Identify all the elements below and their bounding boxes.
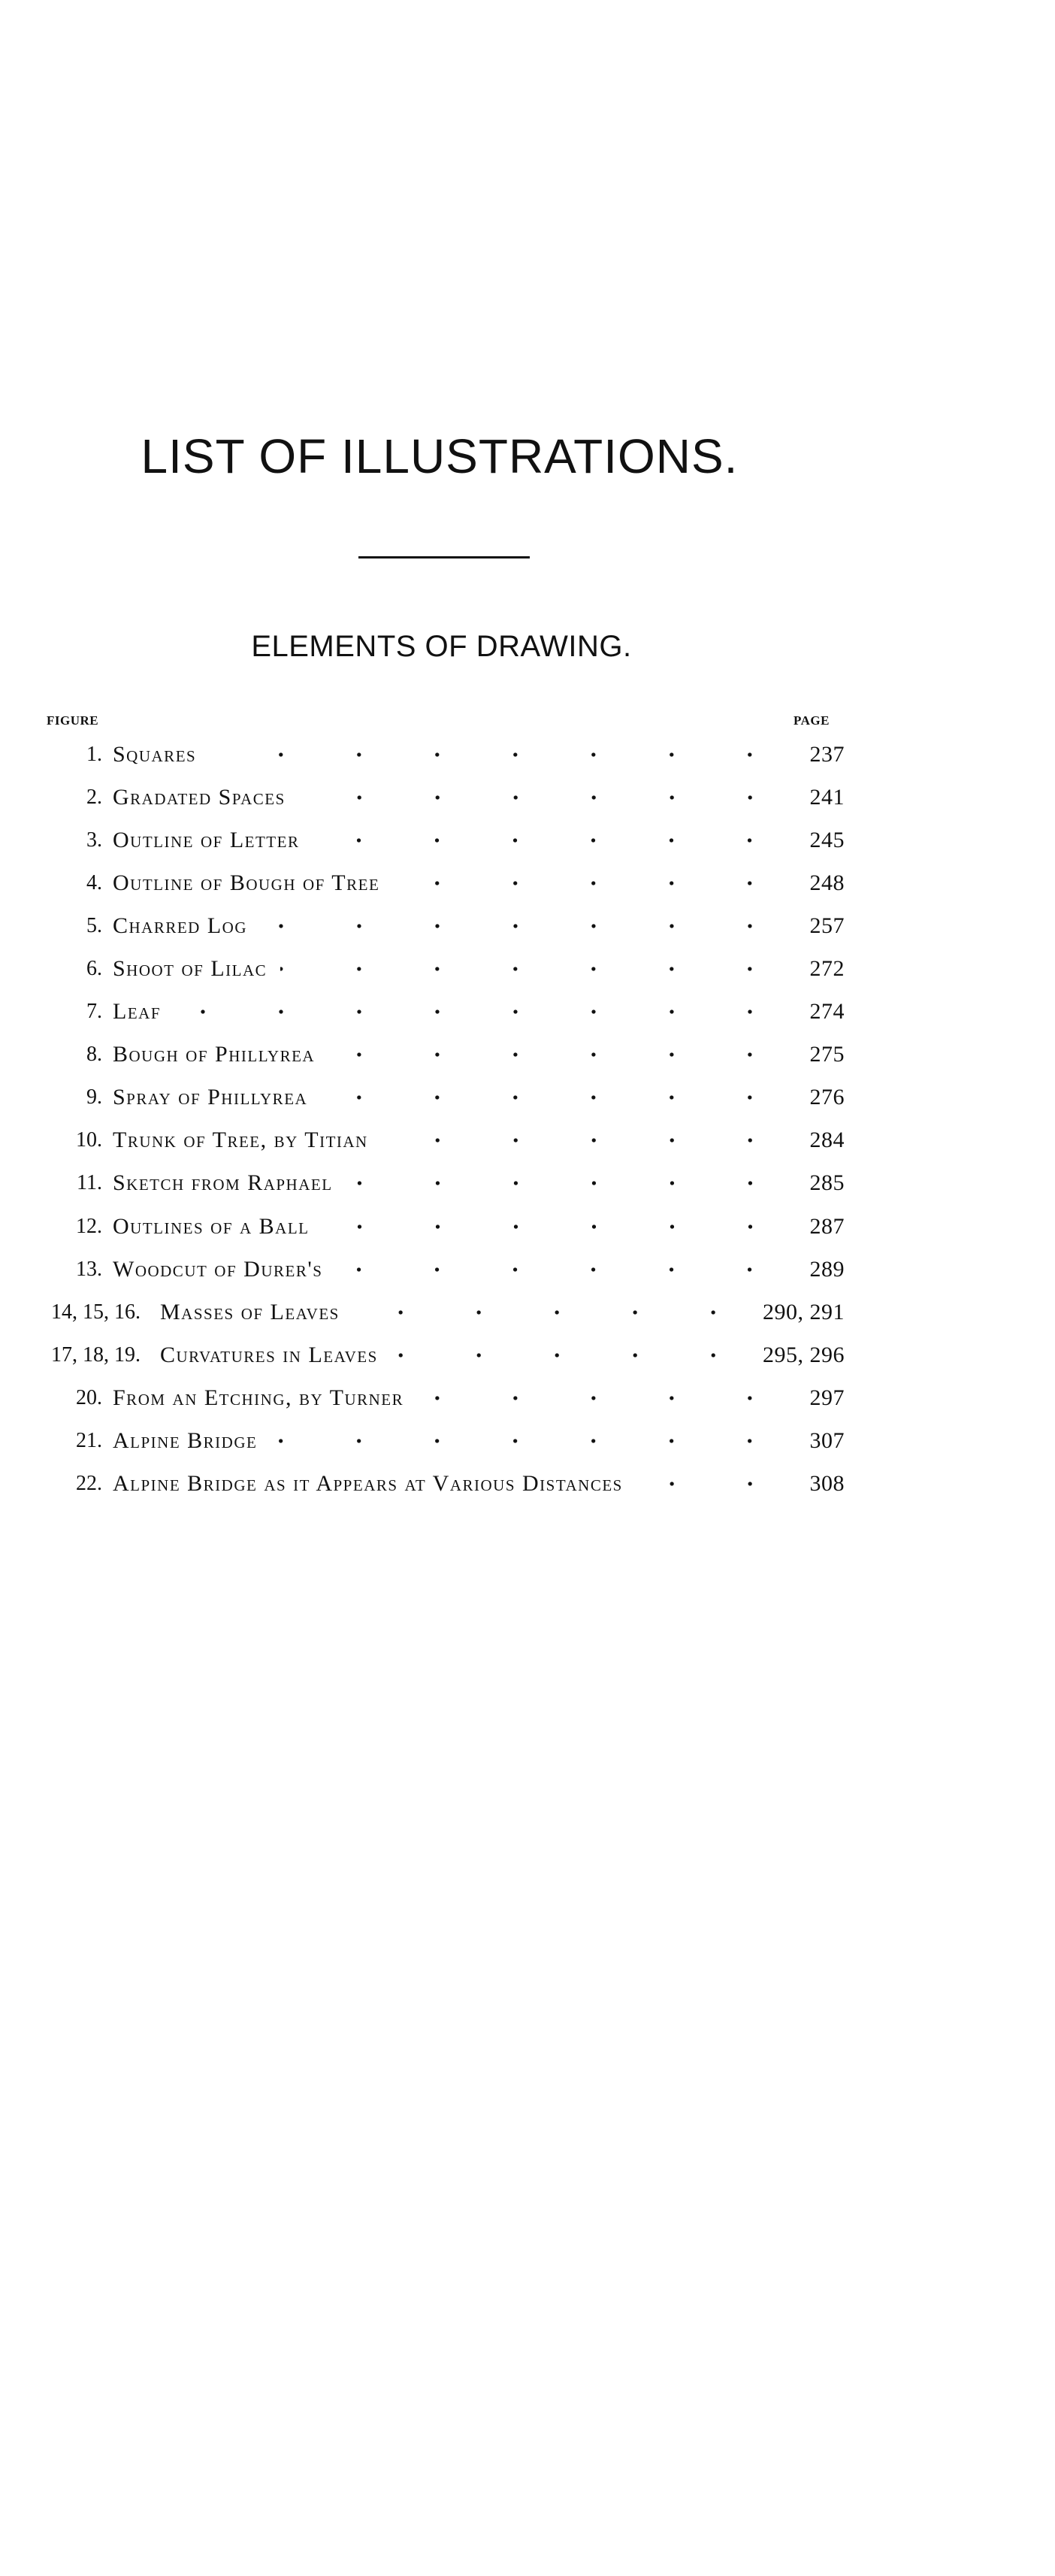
page-number: 307 — [809, 1428, 845, 1454]
dot-leader — [417, 1395, 789, 1401]
list-item — [47, 1248, 845, 1291]
page-number: 245 — [809, 827, 845, 852]
dot-leader — [313, 837, 789, 843]
illustration-title: Woodcut of Durer's — [113, 1256, 323, 1282]
list-item — [47, 733, 845, 776]
page-number: 248 — [809, 870, 845, 895]
figure-number: 6. — [86, 957, 102, 981]
page-number: 308 — [809, 1471, 845, 1497]
illustration-title: Shoot of Lilac — [113, 956, 268, 982]
list-item — [47, 776, 845, 819]
dot-leader — [174, 1009, 789, 1015]
dot-leader — [636, 1481, 789, 1487]
page-number: 274 — [809, 999, 845, 1025]
page-number: 290, 291 — [763, 1299, 845, 1324]
figure-number: 8. — [86, 1043, 102, 1067]
figure-number: 9. — [86, 1085, 102, 1109]
page-number: 295, 296 — [763, 1342, 845, 1367]
figure-number: 1. — [86, 742, 102, 766]
illustration-title: Curvatures in Leaves — [160, 1342, 378, 1367]
list-item — [47, 904, 845, 947]
dot-leader — [346, 1180, 789, 1186]
dot-leader — [336, 1267, 789, 1273]
figure-number: 17, 18, 19. — [51, 1342, 141, 1367]
page-number: 257 — [809, 913, 845, 938]
page-number: 285 — [809, 1170, 845, 1196]
figure-number: 3. — [86, 828, 102, 852]
illustration-title: Charred Log — [113, 913, 248, 938]
page-number: 287 — [809, 1213, 845, 1239]
figure-number: 14, 15, 16. — [51, 1300, 141, 1324]
illustration-title: Outline of Bough of Tree — [113, 870, 380, 895]
dot-leader — [323, 1224, 790, 1230]
figure-number: 7. — [86, 1000, 102, 1024]
figure-number: 20. — [76, 1385, 102, 1409]
dot-leader — [328, 1052, 789, 1058]
illustration-title: Squares — [113, 741, 197, 767]
list-item — [47, 1205, 845, 1248]
page-number: 289 — [809, 1256, 845, 1282]
page-number: 237 — [809, 741, 845, 767]
list-item — [47, 1291, 845, 1333]
list-item — [47, 947, 845, 990]
illustrations-list — [47, 733, 845, 1506]
figure-column-header: FIGURE — [47, 713, 99, 728]
dot-leader — [280, 966, 789, 972]
page-number: 272 — [809, 956, 845, 982]
figure-number: 11. — [77, 1171, 102, 1195]
list-item — [47, 1333, 845, 1376]
list-item — [47, 991, 845, 1034]
figure-number: 10. — [76, 1128, 102, 1152]
dot-leader — [353, 1309, 752, 1315]
illustration-title: Outline of Letter — [113, 827, 300, 852]
figure-number: 21. — [76, 1429, 102, 1453]
dot-leader — [271, 1438, 789, 1444]
dot-leader — [391, 1352, 752, 1358]
illustration-title: From an Etching, by Turner — [113, 1385, 404, 1410]
list-item — [47, 861, 845, 904]
illustration-title: Masses of Leaves — [160, 1299, 340, 1324]
figure-number: 4. — [86, 870, 102, 894]
figure-number: 2. — [86, 785, 102, 809]
illustration-title: Bough of Phillyrea — [113, 1042, 316, 1067]
list-item — [47, 1076, 845, 1119]
page-number: 276 — [809, 1085, 845, 1110]
list-item — [47, 1034, 845, 1076]
figure-number: 12. — [76, 1214, 102, 1238]
page-column-header: PAGE — [794, 713, 830, 728]
list-item — [47, 1119, 845, 1162]
illustration-title: Trunk of Tree, by Titian — [113, 1128, 368, 1153]
illustration-title: Spray of Phillyrea — [113, 1085, 308, 1110]
illustration-title: Alpine Bridge — [113, 1428, 258, 1454]
illustration-title: Gradated Spaces — [113, 784, 286, 810]
list-item — [47, 1420, 845, 1463]
page-number: 297 — [809, 1385, 845, 1410]
dot-leader — [382, 1137, 789, 1143]
page-number: 241 — [809, 784, 845, 810]
dot-leader — [393, 880, 789, 886]
list-item — [47, 1463, 845, 1506]
dot-leader — [321, 1094, 789, 1100]
dot-leader — [299, 795, 789, 801]
page-number: 275 — [809, 1042, 845, 1067]
figure-number: 13. — [76, 1257, 102, 1281]
illustration-title: Leaf — [113, 999, 161, 1025]
page-title: LIST OF ILLUSTRATIONS. — [141, 429, 739, 483]
illustration-title: Sketch from Raphael — [113, 1170, 333, 1196]
page-number: 284 — [809, 1128, 845, 1153]
list-item — [47, 819, 845, 861]
illustration-title: Outlines of a Ball — [113, 1213, 310, 1239]
dot-leader — [261, 923, 789, 929]
title-divider — [358, 556, 530, 558]
list-item — [47, 1376, 845, 1419]
figure-number: 22. — [76, 1472, 102, 1496]
dot-leader — [210, 752, 789, 758]
figure-number: 5. — [86, 913, 102, 937]
list-item — [47, 1162, 845, 1205]
illustration-title: Alpine Bridge as it Appears at Various Distances — [113, 1471, 623, 1497]
section-title: ELEMENTS OF DRAWING. — [251, 630, 632, 663]
